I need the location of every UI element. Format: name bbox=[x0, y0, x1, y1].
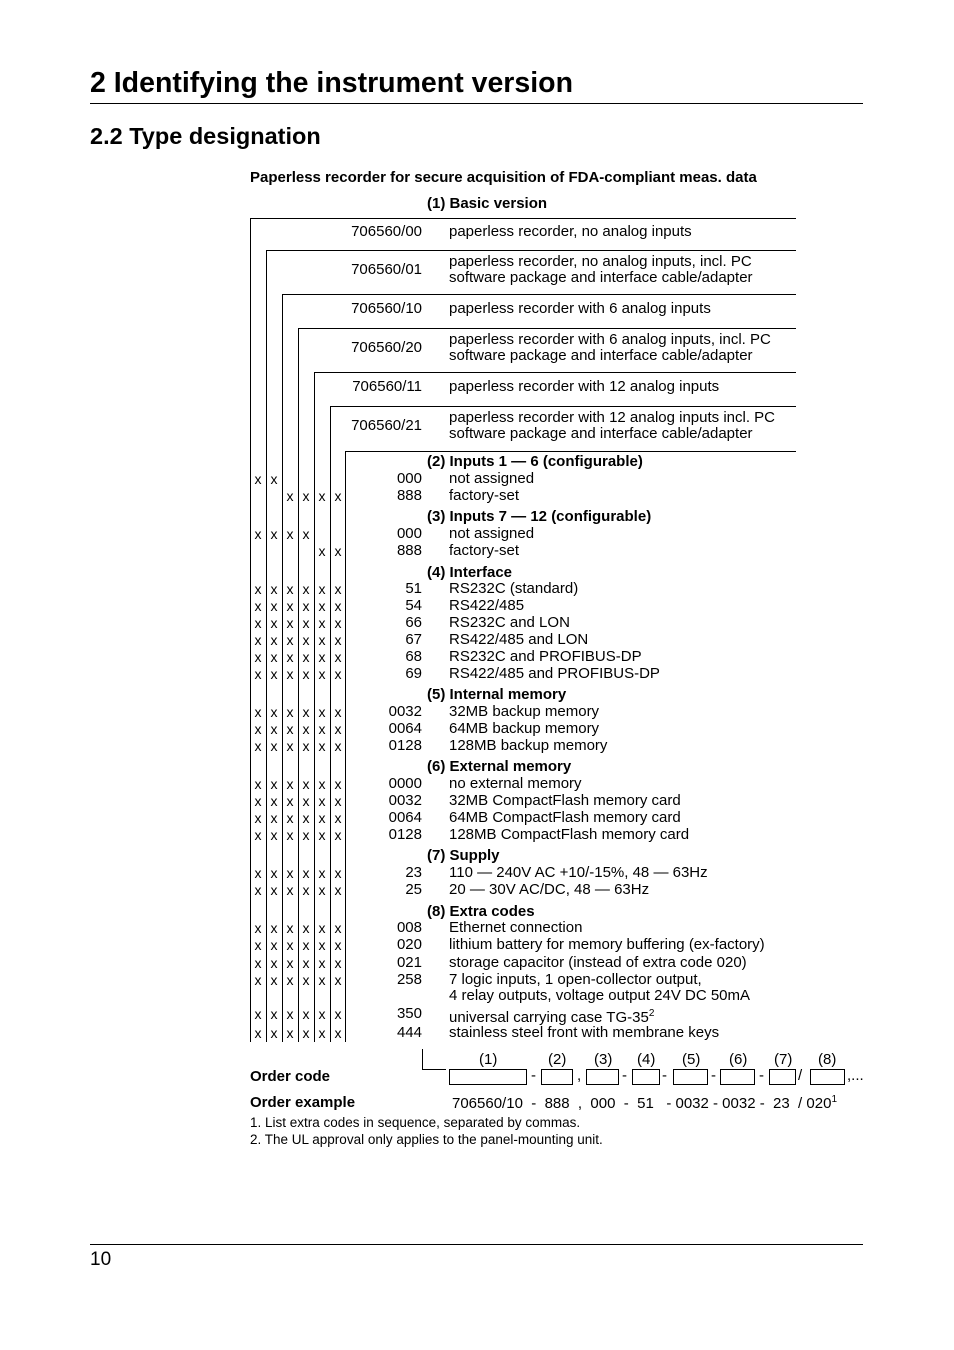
option-desc-text: universal carrying case TG-35 bbox=[449, 1009, 649, 1026]
order-bracket bbox=[422, 1069, 446, 1070]
section-heading: (8) Extra codes bbox=[427, 903, 535, 920]
section-heading: (4) Interface bbox=[427, 564, 513, 581]
tree-line bbox=[250, 218, 251, 1042]
option-code: 000 bbox=[396, 470, 422, 487]
option-mark: x bbox=[286, 776, 294, 792]
option-mark: x bbox=[318, 955, 326, 971]
order-code-box bbox=[632, 1069, 660, 1085]
section-heading: (6) External memory bbox=[427, 758, 572, 775]
option-code: 0128 bbox=[388, 737, 422, 754]
option-mark: x bbox=[334, 543, 342, 559]
basic-version-desc: paperless recorder with 6 analog inputs, incl. PC bbox=[449, 331, 771, 348]
option-mark: x bbox=[334, 827, 342, 843]
option-mark: x bbox=[270, 827, 278, 843]
option-desc: storage capacitor (instead of extra code 020) bbox=[449, 954, 747, 971]
option-desc: RS232C and LON bbox=[449, 614, 570, 631]
tree-line bbox=[314, 372, 315, 1042]
option-code: 0128 bbox=[388, 826, 422, 843]
option-mark: x bbox=[286, 955, 294, 971]
section-heading: (7) Supply bbox=[427, 847, 500, 864]
option-mark: x bbox=[318, 865, 326, 881]
order-code-box bbox=[449, 1069, 527, 1085]
option-mark: x bbox=[318, 810, 326, 826]
option-mark: x bbox=[270, 471, 278, 487]
order-code-column-number: (7) bbox=[774, 1051, 793, 1068]
rule-row bbox=[298, 328, 796, 329]
option-mark: x bbox=[270, 526, 278, 542]
option-mark: x bbox=[302, 810, 310, 826]
option-mark: x bbox=[286, 738, 294, 754]
option-mark: x bbox=[334, 581, 342, 597]
rule-last bbox=[345, 451, 796, 452]
option-mark: x bbox=[334, 488, 342, 504]
tree-line bbox=[282, 294, 283, 1042]
option-mark: x bbox=[334, 704, 342, 720]
option-code: 51 bbox=[405, 580, 422, 597]
option-mark: x bbox=[286, 666, 294, 682]
order-code-separator: / bbox=[798, 1067, 803, 1084]
option-mark: x bbox=[254, 937, 262, 953]
order-example-label: Order example bbox=[250, 1094, 356, 1111]
option-mark: x bbox=[270, 632, 278, 648]
option-mark: x bbox=[254, 793, 262, 809]
section-title: 2.2 Type designation bbox=[90, 123, 321, 149]
basic-version-desc: software package and interface cable/adapter bbox=[449, 269, 753, 286]
option-mark: x bbox=[270, 810, 278, 826]
option-mark: x bbox=[334, 882, 342, 898]
option-mark: x bbox=[318, 827, 326, 843]
option-mark: x bbox=[270, 615, 278, 631]
option-mark: x bbox=[302, 776, 310, 792]
order-code-separator: - bbox=[662, 1067, 667, 1084]
option-code: 66 bbox=[405, 614, 422, 631]
option-mark: x bbox=[334, 738, 342, 754]
option-mark: x bbox=[334, 793, 342, 809]
option-mark: x bbox=[334, 598, 342, 614]
option-mark: x bbox=[302, 955, 310, 971]
order-code-separator: - bbox=[759, 1067, 764, 1084]
option-mark: x bbox=[270, 581, 278, 597]
option-mark: x bbox=[302, 632, 310, 648]
option-mark: x bbox=[286, 810, 294, 826]
option-mark: x bbox=[318, 632, 326, 648]
option-desc: 32MB backup memory bbox=[449, 703, 600, 720]
option-mark: x bbox=[334, 615, 342, 631]
option-mark: x bbox=[302, 598, 310, 614]
footnote-2: 2. The UL approval only applies to the panel-mounting unit. bbox=[250, 1132, 603, 1147]
order-code-column-number: (1) bbox=[479, 1051, 498, 1068]
option-mark: x bbox=[302, 581, 310, 597]
option-mark: x bbox=[254, 827, 262, 843]
option-desc: RS232C (standard) bbox=[449, 580, 579, 597]
option-mark: x bbox=[270, 937, 278, 953]
option-code: 888 bbox=[396, 542, 422, 559]
option-mark: x bbox=[270, 882, 278, 898]
order-code-column-number: (4) bbox=[637, 1051, 656, 1068]
order-code-box bbox=[541, 1069, 573, 1085]
option-mark: x bbox=[286, 1025, 294, 1041]
option-desc: factory-set bbox=[449, 542, 520, 559]
basic-version-desc: paperless recorder with 12 analog inputs incl. PC bbox=[449, 409, 776, 426]
order-code-separator: ,... bbox=[847, 1067, 864, 1084]
chapter-rule bbox=[90, 103, 863, 104]
option-mark: x bbox=[254, 1006, 262, 1022]
tree-line bbox=[330, 406, 331, 1042]
option-code: 008 bbox=[396, 919, 422, 936]
option-mark: x bbox=[334, 810, 342, 826]
option-mark: x bbox=[286, 598, 294, 614]
option-mark: x bbox=[286, 882, 294, 898]
basic-version-heading: (1) Basic version bbox=[427, 195, 548, 212]
option-desc: RS422/485 and PROFIBUS-DP bbox=[449, 665, 660, 682]
option-mark: x bbox=[254, 471, 262, 487]
option-mark: x bbox=[270, 738, 278, 754]
order-code-label: Order code bbox=[250, 1068, 331, 1085]
option-mark: x bbox=[286, 526, 294, 542]
option-mark: x bbox=[270, 793, 278, 809]
option-mark: x bbox=[318, 543, 326, 559]
option-mark: x bbox=[254, 865, 262, 881]
basic-version-desc: software package and interface cable/adapter bbox=[449, 425, 753, 442]
rule-row bbox=[282, 294, 796, 295]
tree-line bbox=[266, 250, 267, 1042]
order-code-box bbox=[810, 1069, 845, 1085]
option-mark: x bbox=[270, 776, 278, 792]
option-mark: x bbox=[302, 738, 310, 754]
option-mark: x bbox=[334, 632, 342, 648]
order-code-box bbox=[720, 1069, 755, 1085]
footnote-1: 1. List extra codes in sequence, separated by commas. bbox=[250, 1115, 581, 1130]
option-mark: x bbox=[254, 882, 262, 898]
option-desc: lithium battery for memory buffering (ex-factory) bbox=[449, 936, 765, 953]
option-mark: x bbox=[302, 937, 310, 953]
order-example-text: 706560/10 - 888 , 000 - 51 - 0032 - 0032 - 23 / 020 bbox=[452, 1095, 832, 1112]
option-mark: x bbox=[302, 526, 310, 542]
option-desc-line2: 4 relay outputs, voltage output 24V DC 50mA bbox=[449, 987, 751, 1004]
option-mark: x bbox=[286, 632, 294, 648]
order-code-separator: , bbox=[577, 1067, 582, 1084]
rule-row bbox=[266, 250, 796, 251]
option-mark: x bbox=[318, 598, 326, 614]
basic-version-code: 706560/00 bbox=[351, 223, 422, 240]
option-desc: Ethernet connection bbox=[449, 919, 583, 936]
basic-version-code: 706560/01 bbox=[351, 261, 422, 278]
basic-version-desc: paperless recorder with 6 analog inputs bbox=[449, 300, 711, 317]
option-mark: x bbox=[286, 704, 294, 720]
option-mark: x bbox=[254, 526, 262, 542]
option-mark: x bbox=[302, 1006, 310, 1022]
option-mark: x bbox=[254, 649, 262, 665]
option-mark: x bbox=[302, 827, 310, 843]
option-mark: x bbox=[254, 810, 262, 826]
option-mark: x bbox=[302, 615, 310, 631]
option-mark: x bbox=[318, 615, 326, 631]
option-desc: 32MB CompactFlash memory card bbox=[449, 792, 681, 809]
option-mark: x bbox=[254, 615, 262, 631]
option-code: 258 bbox=[396, 971, 422, 988]
section-heading: (3) Inputs 7 — 12 (configurable) bbox=[427, 508, 652, 525]
option-mark: x bbox=[334, 920, 342, 936]
option-mark: x bbox=[254, 972, 262, 988]
option-mark: x bbox=[254, 738, 262, 754]
basic-version-code: 706560/10 bbox=[351, 300, 422, 317]
order-code-column-number: (3) bbox=[594, 1051, 613, 1068]
option-mark: x bbox=[334, 721, 342, 737]
option-code: 021 bbox=[396, 954, 422, 971]
option-mark: x bbox=[286, 1006, 294, 1022]
option-mark: x bbox=[270, 598, 278, 614]
option-mark: x bbox=[254, 666, 262, 682]
option-mark: x bbox=[318, 666, 326, 682]
section-heading: (5) Internal memory bbox=[427, 686, 567, 703]
order-code-column-number: (5) bbox=[682, 1051, 701, 1068]
option-code: 25 bbox=[405, 881, 422, 898]
order-code-separator: - bbox=[711, 1067, 716, 1084]
option-code: 0064 bbox=[388, 809, 422, 826]
option-mark: x bbox=[254, 581, 262, 597]
option-mark: x bbox=[302, 972, 310, 988]
basic-version-desc: software package and interface cable/adapter bbox=[449, 347, 753, 364]
option-mark: x bbox=[334, 955, 342, 971]
option-mark: x bbox=[286, 581, 294, 597]
option-desc: 64MB backup memory bbox=[449, 720, 600, 737]
option-mark: x bbox=[334, 937, 342, 953]
option-mark: x bbox=[302, 920, 310, 936]
option-code: 000 bbox=[396, 525, 422, 542]
chapter-title: 2 Identifying the instrument version bbox=[90, 67, 573, 99]
order-code-box bbox=[769, 1069, 796, 1085]
option-mark: x bbox=[318, 1025, 326, 1041]
option-mark: x bbox=[334, 865, 342, 881]
option-mark: x bbox=[318, 776, 326, 792]
footnote-ref: 2 bbox=[648, 1008, 655, 1019]
order-code-column-number: (2) bbox=[548, 1051, 567, 1068]
option-desc: 128MB backup memory bbox=[449, 737, 608, 754]
option-mark: x bbox=[318, 488, 326, 504]
option-mark: x bbox=[318, 704, 326, 720]
rule-top bbox=[250, 218, 796, 219]
option-mark: x bbox=[254, 920, 262, 936]
option-mark: x bbox=[286, 721, 294, 737]
option-mark: x bbox=[318, 972, 326, 988]
option-mark: x bbox=[254, 1025, 262, 1041]
basic-version-desc: paperless recorder, no analog inputs bbox=[449, 223, 692, 240]
order-example-value bbox=[452, 1094, 837, 1112]
option-mark: x bbox=[270, 955, 278, 971]
option-mark: x bbox=[302, 865, 310, 881]
option-mark: x bbox=[334, 972, 342, 988]
basic-version-desc: paperless recorder with 12 analog inputs bbox=[449, 378, 720, 395]
option-mark: x bbox=[270, 1025, 278, 1041]
option-mark: x bbox=[270, 666, 278, 682]
option-code: 0000 bbox=[388, 775, 422, 792]
option-mark: x bbox=[302, 1025, 310, 1041]
option-mark: x bbox=[254, 704, 262, 720]
basic-version-code: 706560/21 bbox=[351, 417, 422, 434]
option-code: 0032 bbox=[388, 792, 422, 809]
option-mark: x bbox=[286, 793, 294, 809]
option-mark: x bbox=[270, 1006, 278, 1022]
option-code: 0064 bbox=[388, 720, 422, 737]
option-mark: x bbox=[318, 920, 326, 936]
basic-version-desc: paperless recorder, no analog inputs, incl. PC bbox=[449, 253, 752, 270]
option-desc: 110 — 240V AC +10/-15%, 48 — 63Hz bbox=[449, 864, 708, 881]
option-mark: x bbox=[254, 632, 262, 648]
option-mark: x bbox=[302, 793, 310, 809]
option-mark: x bbox=[318, 882, 326, 898]
option-code: 444 bbox=[396, 1024, 422, 1041]
option-desc: 20 — 30V AC/DC, 48 — 63Hz bbox=[449, 881, 650, 898]
option-mark: x bbox=[318, 581, 326, 597]
footer-rule bbox=[90, 1244, 863, 1245]
option-code: 020 bbox=[396, 936, 422, 953]
option-mark: x bbox=[286, 972, 294, 988]
order-bracket bbox=[422, 1049, 423, 1069]
option-desc: not assigned bbox=[449, 470, 535, 487]
option-desc: stainless steel front with membrane keys bbox=[449, 1024, 720, 1041]
option-mark: x bbox=[318, 649, 326, 665]
option-mark: x bbox=[270, 704, 278, 720]
option-mark: x bbox=[302, 721, 310, 737]
option-mark: x bbox=[254, 955, 262, 971]
option-desc: 128MB CompactFlash memory card bbox=[449, 826, 690, 843]
option-mark: x bbox=[254, 721, 262, 737]
option-mark: x bbox=[286, 865, 294, 881]
option-desc: no external memory bbox=[449, 775, 582, 792]
option-mark: x bbox=[318, 937, 326, 953]
option-code: 23 bbox=[405, 864, 422, 881]
option-mark: x bbox=[254, 598, 262, 614]
option-mark: x bbox=[318, 721, 326, 737]
order-code-box bbox=[673, 1069, 708, 1085]
option-mark: x bbox=[270, 865, 278, 881]
option-code: 67 bbox=[405, 631, 422, 648]
option-desc: RS232C and PROFIBUS-DP bbox=[449, 648, 642, 665]
option-mark: x bbox=[302, 649, 310, 665]
option-code: 350 bbox=[396, 1005, 422, 1022]
tree-line bbox=[298, 328, 299, 1042]
option-mark: x bbox=[270, 649, 278, 665]
option-desc: not assigned bbox=[449, 525, 535, 542]
option-code: 54 bbox=[405, 597, 422, 614]
rule-row bbox=[314, 372, 796, 373]
order-code-column-number: (6) bbox=[729, 1051, 748, 1068]
basic-version-code: 706560/11 bbox=[352, 378, 422, 395]
option-code: 888 bbox=[396, 487, 422, 504]
option-desc: 7 logic inputs, 1 open-collector output, bbox=[449, 971, 702, 988]
option-mark: x bbox=[334, 776, 342, 792]
option-mark: x bbox=[302, 666, 310, 682]
option-mark: x bbox=[286, 827, 294, 843]
order-code-separator: - bbox=[531, 1067, 536, 1084]
option-mark: x bbox=[334, 1006, 342, 1022]
option-desc: RS422/485 bbox=[449, 597, 525, 614]
option-desc bbox=[449, 1006, 654, 1026]
option-mark: x bbox=[318, 1006, 326, 1022]
option-mark: x bbox=[334, 666, 342, 682]
option-mark: x bbox=[318, 738, 326, 754]
option-mark: x bbox=[334, 649, 342, 665]
order-code-separator: - bbox=[622, 1067, 627, 1084]
option-code: 68 bbox=[405, 648, 422, 665]
option-mark: x bbox=[334, 1025, 342, 1041]
intro-heading: Paperless recorder for secure acquisition of FDA-compliant meas. data bbox=[250, 169, 757, 186]
order-code-box bbox=[586, 1069, 619, 1085]
option-mark: x bbox=[270, 920, 278, 936]
option-desc: 64MB CompactFlash memory card bbox=[449, 809, 681, 826]
option-mark: x bbox=[254, 776, 262, 792]
option-desc: factory-set bbox=[449, 487, 520, 504]
option-mark: x bbox=[302, 882, 310, 898]
option-mark: x bbox=[270, 972, 278, 988]
option-mark: x bbox=[302, 704, 310, 720]
basic-version-code: 706560/20 bbox=[351, 339, 422, 356]
order-code-column-number: (8) bbox=[818, 1051, 837, 1068]
option-mark: x bbox=[286, 920, 294, 936]
rule-row bbox=[330, 406, 796, 407]
option-mark: x bbox=[270, 721, 278, 737]
option-mark: x bbox=[286, 649, 294, 665]
page-number: 10 bbox=[90, 1249, 112, 1270]
option-code: 0032 bbox=[388, 703, 422, 720]
section-heading: (2) Inputs 1 — 6 (configurable) bbox=[427, 453, 643, 470]
option-mark: x bbox=[302, 488, 310, 504]
option-mark: x bbox=[318, 793, 326, 809]
option-mark: x bbox=[286, 937, 294, 953]
option-mark: x bbox=[286, 615, 294, 631]
option-code: 69 bbox=[405, 665, 422, 682]
order-example-footnote-ref: 1 bbox=[831, 1094, 837, 1105]
option-mark: x bbox=[286, 488, 294, 504]
option-desc: RS422/485 and LON bbox=[449, 631, 589, 648]
